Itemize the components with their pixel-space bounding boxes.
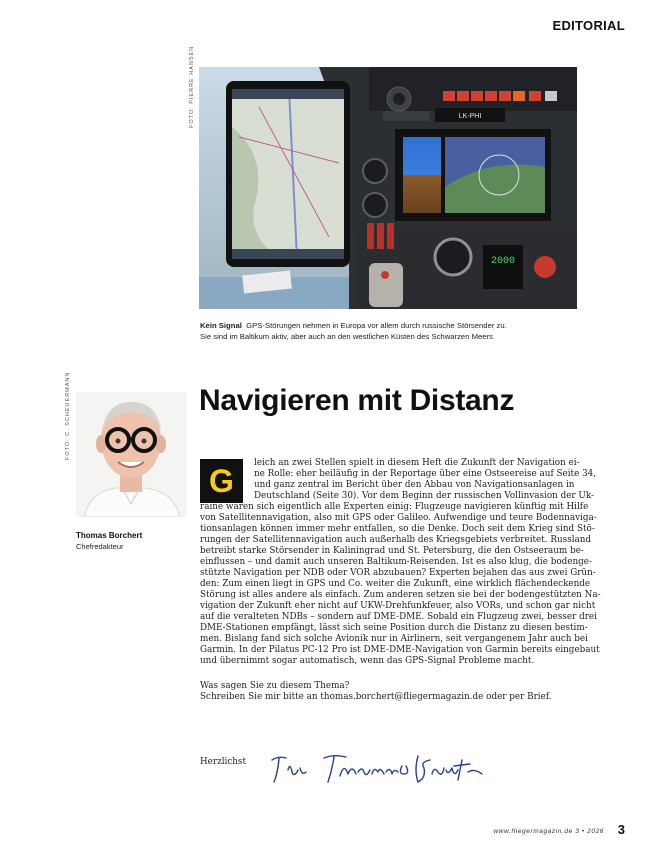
body-line: tionsanlagen können immer mehr entfallen, so die Denke. Doch seit dem Krieg sind Stö- xyxy=(200,524,595,534)
body-line: DME-Stationen empfängt, lässt sich seine Position durch die Distanz zu diesen bestim- xyxy=(200,623,588,633)
body-line: men. Bislang fand sich solche Avionik nur in Airlinern, seit vergangenem Jahr auch bei xyxy=(200,634,588,644)
dropcap: G xyxy=(200,459,243,503)
body-line: einflussen – und damit auch unseren Baltikum-Reisenden. Ist es also klug, die bodenge- xyxy=(200,557,592,567)
caption-line-1: GPS-Störungen nehmen in Europa vor allem durch russische Störsender zu. xyxy=(246,321,507,330)
caption-line-2: Sie sind im Baltikum aktiv, aber auch an den westlichen Küsten des Schwarzen Meers xyxy=(200,332,493,341)
body-line: Garmin. In der Pilatus PC-12 Pro ist DME-DME-Navigation von Garmin bereits eingebaut xyxy=(200,645,600,655)
body-line: betreibt starke Störsender in Kaliningrad und St. Petersburg, die den Ostseeraum be- xyxy=(200,546,584,556)
registration-display: LK-PHI xyxy=(458,113,482,120)
author-name: Thomas Borchert xyxy=(76,531,143,540)
body-line: rungen der Satellitennavigation auch außerhalb des Kriegsgebiets verbreitet. Russland xyxy=(200,535,592,545)
contact-line: Schreiben Sie mir bitte an thomas.borchert@fliegermagazin.de oder per Brief. xyxy=(200,692,552,702)
body-line: raine waren sich eigentlich alle Experten einig: Flugzeuge navigieren künftig mit Hilfe xyxy=(200,502,589,512)
footer-url: www.fliegermagazin.de 3 • 2026 xyxy=(493,828,604,835)
section-label: EDITORIAL xyxy=(552,18,625,33)
body-line: stützte Navigation per NDB oder VOR abzubauen? Experten bejahen das aus zwei Grün- xyxy=(200,568,596,578)
photo-caption xyxy=(200,320,580,342)
body-line: ne Rolle: eher beiläufig in der Reportage über eine Ostseereise auf Seite 34, xyxy=(254,469,597,479)
closing-question: Was sagen Sie zu diesem Thema? xyxy=(200,681,350,691)
author-photo-credit: FOTO: C. SCHEUERMANN xyxy=(65,371,71,460)
article-headline: Navigieren mit Distanz xyxy=(199,384,515,417)
author-role: Chefredakteur xyxy=(76,542,124,551)
cockpit-photo xyxy=(199,67,577,309)
body-line: Störung ist alles andere als einfach. Zum anderen setzen sie bei der bodengestützten Na- xyxy=(200,590,601,600)
body-line: vigation der Zukunft eher nicht auf UKW-Drehfunkfeuer, also VORs, und schon gar nicht xyxy=(200,601,596,611)
body-line: von Satellitennavigation, also mit GPS oder Galileo. Aufwendige und teure Bodennaviga- xyxy=(200,513,597,523)
signature xyxy=(268,752,498,788)
page-number: 3 xyxy=(617,822,625,837)
body-line: und ganz zentral im Bericht über den Abbau von Navigationsanlagen in xyxy=(254,480,575,490)
body-line: auf die veralteten NDBs – sondern auf DME-DME. Sobald ein Flugzeug zwei, besser drei xyxy=(200,612,597,622)
author-portrait-illustration xyxy=(76,392,186,517)
body-line: und übernimmt sogar automatisch, wenn das GPS-Signal Probleme macht. xyxy=(200,656,535,666)
body-line: den: Zum einen liegt in GPS und Co. weiter die Zukunft, eine wirklich flächendeckende xyxy=(200,579,591,589)
svg-text:2000: 2000 xyxy=(490,256,516,267)
author-portrait xyxy=(76,392,186,517)
photo-credit: FOTO: PIERRE HANSEN xyxy=(189,45,195,128)
body-line: Deutschland (Seite 30). Vor dem Beginn der russischen Vollinvasion der Uk- xyxy=(254,491,594,501)
caption-title: Kein Signal xyxy=(200,321,242,330)
closing-greeting: Herzlichst xyxy=(200,757,246,767)
body-line: leich an zwei Stellen spielt in diesem Heft die Zukunft der Navigation ei- xyxy=(254,458,580,468)
cockpit-illustration xyxy=(199,67,577,309)
